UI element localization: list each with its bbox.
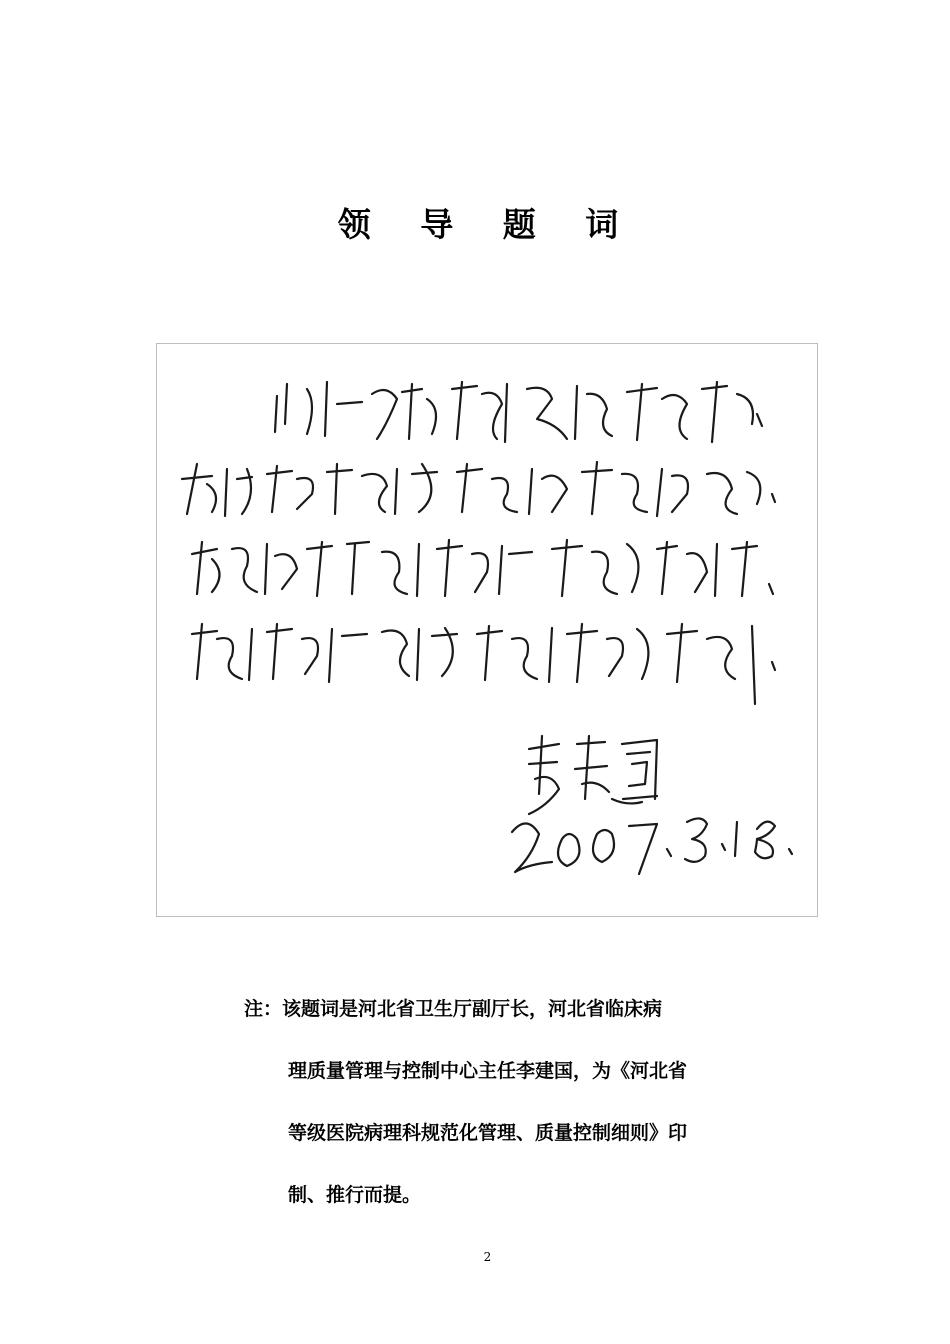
handwritten-line-2: [182, 462, 775, 516]
handwritten-signature: [529, 736, 657, 814]
note-line: 等级医院病理科规范化管理、质量控制细则》印: [288, 1122, 688, 1144]
handwritten-date: [512, 818, 792, 874]
handwritten-inscription: [156, 343, 818, 917]
handwritten-line-4: [192, 624, 775, 704]
page-title: 领 导 题 词: [337, 205, 638, 244]
note-line: 制、推行而提。: [288, 1184, 422, 1206]
note-paragraph: [244, 994, 764, 1242]
note-line: 注：该题词是河北省卫生厅副厅长，河北省临床病: [244, 998, 663, 1020]
note-line: 理质量管理与控制中心主任李建国，为《河北省: [288, 1060, 688, 1082]
handwriting-image: [157, 344, 819, 918]
handwritten-line-3: [192, 540, 773, 596]
handwritten-line-1: [275, 382, 762, 442]
page-number: 2: [483, 1250, 492, 1264]
